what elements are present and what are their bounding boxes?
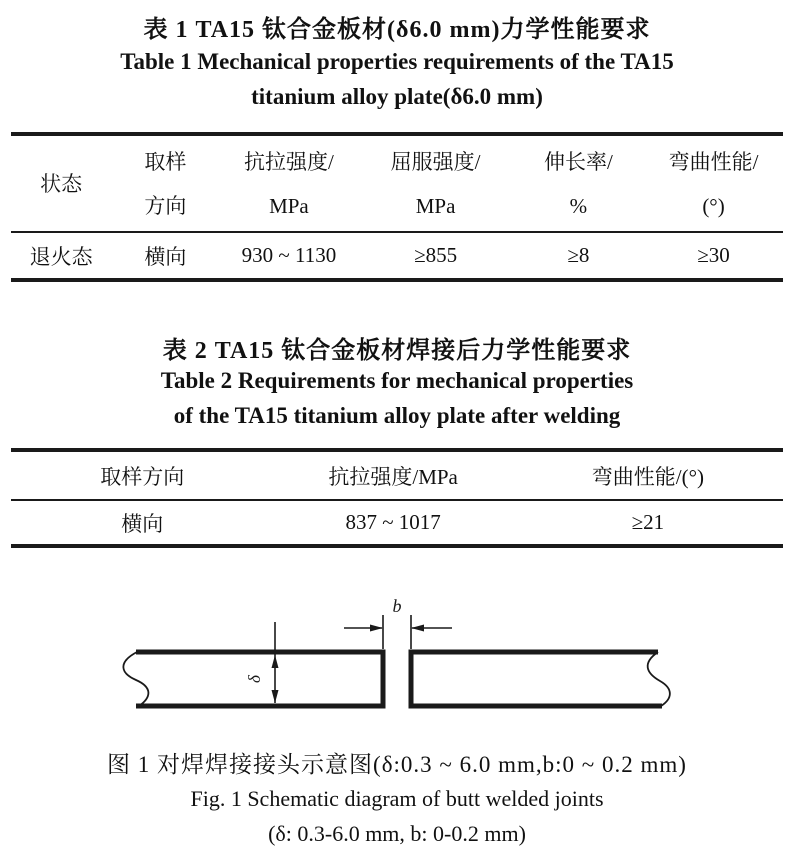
butt-weld-schematic: [0, 585, 794, 735]
table2-title-zh: 表 2 TA15 钛合金板材焊接后力学性能要求: [162, 338, 632, 364]
table1-cell-direction: 横向: [144, 244, 187, 269]
header-text: MPa: [415, 193, 456, 218]
figure1-caption-en2: (δ: 0.3-6.0 mm, b: 0-0.2 mm): [268, 821, 526, 846]
table2-cell-tensile: 837 ~ 1017: [345, 510, 441, 534]
header-text: 状态: [40, 171, 83, 196]
table2-header-cell: 抗拉强度/MPa: [328, 464, 458, 489]
b-label: b: [392, 596, 402, 616]
delta-label: δ: [245, 675, 264, 683]
arrowhead-left: [411, 625, 424, 632]
table1-title-en1: Table 1 Mechanical properties requirements of the TA15: [120, 49, 674, 74]
table2-header-cell: 取样方向: [100, 464, 185, 489]
table2-cell-direction: 横向: [121, 511, 164, 536]
table1-header-cell: [11, 134, 111, 232]
header-text: 弯曲性能/: [668, 149, 759, 174]
table1-cell-state: 退火态: [29, 244, 93, 269]
header-text: 抗拉强度/: [243, 149, 334, 174]
table1-header-cell: [219, 134, 358, 232]
header-text: 取样: [144, 149, 187, 174]
arrowhead-right: [370, 625, 383, 632]
table1-cell-tensile: 930 ~ 1130: [241, 243, 337, 267]
table1-title-en2: titanium alloy plate(δ6.0 mm): [251, 84, 543, 109]
table1-header-cell: [513, 134, 644, 232]
table2-header-row: [11, 450, 783, 500]
table1-header-cell: [111, 134, 219, 232]
table1-cell-bending: ≥30: [697, 243, 730, 267]
table2-cell-bending: ≥21: [631, 510, 665, 534]
thickness-dimension: [272, 622, 279, 703]
table1-title-zh: 表 1 TA15 钛合金板材(δ6.0 mm)力学性能要求: [143, 17, 651, 43]
gap-dimension: [344, 615, 452, 649]
table2-title-en2: of the TA15 titanium alloy plate after welding: [173, 403, 621, 428]
table1-cell-elongation: ≥8: [567, 243, 590, 267]
table1-header-cell: [644, 134, 783, 232]
table1-header-cell: [358, 134, 512, 232]
break-line-left: [123, 652, 148, 706]
header-text: 伸长率/: [543, 149, 613, 174]
table2-data-row: [11, 500, 783, 546]
header-text: MPa: [269, 193, 309, 218]
header-text: 方向: [144, 193, 187, 218]
figure1-caption-zh: 图 1 对焊焊接接头示意图(δ:0.3 ~ 6.0 mm,b:0 ~ 0.2 mm): [107, 752, 687, 777]
header-text: 屈服强度/: [390, 149, 481, 174]
table1-data-row: [11, 232, 783, 280]
table-2: [11, 448, 783, 548]
table1-cell-yield: ≥855: [414, 243, 458, 267]
figure-1-diagram: [0, 585, 794, 735]
arrowhead-up: [272, 655, 279, 668]
header-text: (°): [702, 193, 725, 218]
break-line-right: [648, 652, 670, 706]
right-plate: [411, 650, 670, 709]
figure1-caption-en1: Fig. 1 Schematic diagram of butt welded joints: [190, 786, 604, 811]
table2-header-cell: 弯曲性能/(°): [591, 464, 704, 489]
arrowhead-down: [272, 690, 279, 703]
table2-title-en1: Table 2 Requirements for mechanical properties: [160, 368, 634, 393]
table-1: [11, 132, 783, 282]
table1-header-row: [11, 134, 783, 232]
header-text: %: [569, 193, 588, 218]
